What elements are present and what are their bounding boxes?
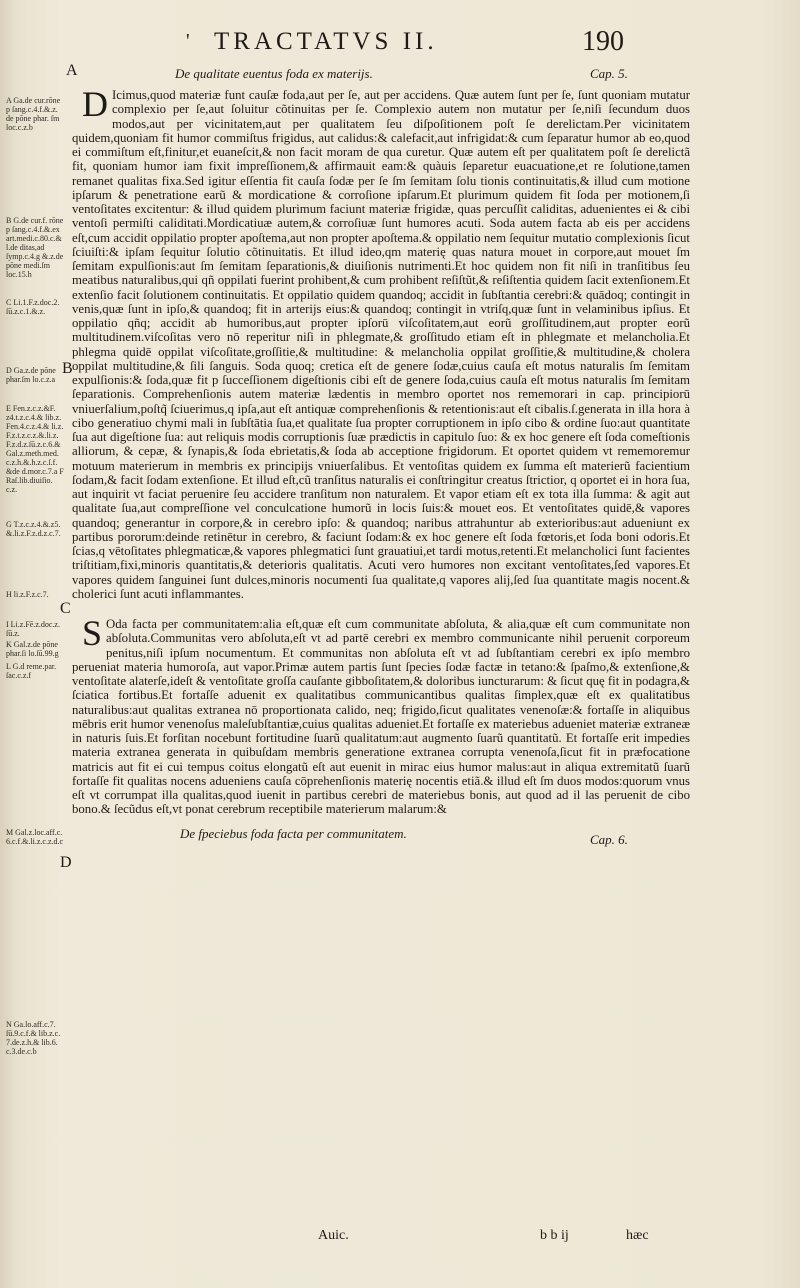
section-letter-c: C	[60, 600, 71, 617]
section-letter-b: B	[62, 360, 73, 377]
margin-note: I Li.z.Fē.z.doc.z. ſū.z.	[6, 620, 60, 638]
margin-note: B G.de cur.f. rōne p ſang.c.4.f.&.ex art.medi.c.80.c.& l.de ditas,ad ſymp.c.4.g &.z.de pōne medi.ſm loc.15.h	[6, 216, 64, 279]
paragraph-2-text: Oda facta per communitatem:alia eſt,quæ eſt cum communitate abſoluta, & alia,quæ eſt cum communitate non abſoluta.Communitas vero abſoluta,eſt vt ad partē cerebri ex membro communicante nihil peruenit corporeum penitus,niſi ipſum nocumentum. Et communitas non abſoluta eſt vt ad ſubſtantiam cerebri ex ipſo membro perueniat materia humoroſa, aut vapor.Primæ autem partis ſunt ſpecies ſodæ factæ in tetano:& ſpaſmo,& extenſione,& ventoſitate alaterſe,ideſt & ventoſitate groſſa cauſante gibboſitatem,& doloribus iuncturarum: & ſicut quę fit in podagra,& ſciatica fortibus.Et fortaſſe aduenit ex qualitatibus communicantibus qualitas ſimplex,quæ eſt ex qualitatibus naturalibus:aut qualitas extranea nō proportionata calido, neq; frigido,ſicut qualitates venenoſæ:& fortaſſe in aliquibus mēbris erit humor venenoſus maleſubſtantiæ,cuius qualitas adueniet.Et fortaſſe ex materiebus adueniet materiæ extraneæ in naturis ſuis.Et forſitan nocebunt fortitudine ſuarũ qualitatum:aut augmento ſuarũ quantitatũ. Et fortaſſe erit impedies materia extranea generata in quibuſdam membris generatione extranea corrupta venenoſa,ſicut fit in præfocatione matricis aut fit ei cui tempus coitus elongatũ eſt aut euenit in mirac eius humor malus:aut in aliqua extremitatũ ſuarũ fortaſſe fit qualitas nocens adueniens cauſa cōprehenſionis materię nocentis etiã.& illud eſt ſm duos modos:quorum vnus eſt vt corrumpat illa qualitas,quod iuenit in partibus cerebri de materiebus bonis, aut quod ad il las peruenit de cibo bono.& ſecũdus eſt,vt ponat cerebrum receptibile materierum malarum:&	[72, 617, 690, 817]
chapter-number: Cap. 5.	[590, 66, 628, 81]
margin-note: G T.z.c.z.4.&.z5. &.li.z.F.z.d.z.c.7.	[6, 520, 61, 538]
margin-note: L G.d reme.par. ſac.c.z.f	[6, 662, 57, 680]
margin-note: E Fen.z.c.z.&F. z4.t.z.c.4.& lib.z. Fen.4.c.z.4.& li.z. F.z.t.z.c.z.&.li.z. F.z.d.z.ſū.z.c.6.& Gal.z.meth.med. c.z.h.&.h.z.c.ſ.f. &de d.mor.c.7.a F Raſ.lib.diuiſio. c.z.	[6, 404, 64, 494]
catchword-right: hæc	[626, 1228, 649, 1243]
margin-note: N Ga.lo.aff.c.7. ſū.9.c.f.& lib.z.c. 7.de.z.h.& lib.6. c.3.de.c.b	[6, 1020, 61, 1056]
chapter-number-6: Cap. 6.	[590, 832, 628, 847]
margin-note: M Gal.z.loc.aff.c. 6.c.f.&.li.z.c.z.d.c	[6, 828, 64, 846]
paragraph-2	[72, 613, 690, 817]
main-text	[72, 84, 690, 817]
margin-note: D Ga.z.de pōne phar.ſm lo.c.z.a	[6, 366, 56, 384]
page-footer	[0, 1228, 800, 1252]
paragraph-1	[72, 84, 690, 601]
header-mark: '	[186, 30, 190, 52]
running-title: TRACTATVS II.	[214, 28, 438, 55]
chapter-heading-6: De fpeciebus foda facta per communitatem.	[180, 826, 407, 841]
drop-cap-s: S	[82, 613, 103, 653]
section-letter-d: D	[60, 854, 72, 871]
margin-note: A Ga.de cur.rōne p ſang.c.4.f.&.z. de pōne phar. ſm loc.c.z.b	[6, 96, 61, 132]
catchword-left: Auic.	[318, 1228, 349, 1243]
margin-note: H li.z.F.z.c.7.	[6, 590, 49, 599]
running-header	[0, 22, 800, 62]
paragraph-1-text: Icimus,quod materiæ funt cauſæ foda,aut per ſe, aut per accidens. Quæ autem ſunt per ſe, ſunt quoniam mutatur complexio per ſe,aut ſoluitur cõtinuitas per ſe. Complexio autem non mutatur per ſe,niſi ſecundum duos modos,aut per vicinitatem,aut per qualitatem ſeu diſpoſitionem poſt ſe derelictam.Per vicinitatem quidem,quoniam fit humor commiſtus frigidus, aut calidus:& calefacit,aut infrigidat:& cum ſeparatur humor ab eo,quod ei commiſtum eſt,finitur,et euaneſcit,& non facit moram de qua curetur. Quæ autem eſt per qualitatem poſt ſe derelictã fit, quoniam humor iam fixit impreſſionem,& affirmauit eam:& quàuis ſeparetur euacuatione,et re ſolutione,tamen remanet qualitas fixa.Sed igitur eſſentia fit cauſa ſodæ per ſe ſm ſemitam ſolu tionis continuitatis,& illud cum motione ipſarum & penetratione earũ & mordicatione & corroſione ipſarum.Et plurimum quidem fit ſoda per motionem,ſi ventoſitates excitentur: & illud quidem plurimum faciunt materiæ frigidæ, quas percuſſit caliditas, aduenientes ei & cibi ventoſi permiſti caliditati.Mordicatiuæ autem,& corroſiuæ ſunt humores acuti. Soda autem facta ab eis per accidens eſt,cum accidit oppilatio propter apoſtema,aut non propter apoſtema.& oppilatio nem ſequitur mutatio complexionis ſicut ſciuiſti:& ipſam ſequitur ſolutio cõtinuitatis. Et illud ideo,qm materię quas natura mouet in corpore,aut mouet ſm ſemitam expulſionis:aut ſm ſemitam ſeparationis,& diuiſionis nutrimenti.Et hoc quidem non fit niſi in tranſitibus ſeu meatibus naturalibus,qui qñ oppilati fuerint prohibent,& cum prohibent reſiſtũt,& reſiſtentia quidem ſacit extenſionem.Et extenſio facit ſolutionem continuitatis. Et oppilatio quidem quandoq; accidit in ſubſtantia cerebri:& quādoq; contingit in venis,quæ ſunt in ipſo,& quandoq; fit in arterijs eius:& quandoq; contingit in vtriſq,quæ ſunt in velaminibus ipſius. Et oppilatio qñq; accidit ab humoribus,aut propter ipſorū viſcoſitatem,aut eorũ groſſitudinem,aut propter eorũ multitudinem.viſcoſitas vero nō reperitur niſi in phlegmate,& groſſitudo etiam eſt in phlegmate et melancholia.Et phlegma quidē oppilat viſcoſitate,groſſitie,& multitudine: & melancholia oppilat groſſitie,& multitudine,& cholera oppilat multitudine,& ſili ſanguis. Soda quoq; cretica eſt de genere ſodæ,cuius cauſa eſt motus naturalis ſm ſemitam expulſionis:& ſoda,quæ fit p ſucceſſionem digeſtionis cibi eſt de genere ſoda,cuius cauſa eſt motus naturalis ſm ſemitam ſeparationis. Comprehenſionis autem materiæ lædentis in membro oportet nos rememorari in cap. principiorū vniuerſalium,poſtq̃ ſciuerimus,q ipſa,aut eſt antiquæ comprehenſionis & retentionis:aut eſt cibalis.ſ.generata in illa hora à cibo generatiuo chymi mali in ſubſtātia ſua,et qualitate ſua propter corruptionem in ipſo cibo & ordine ſuo:aut quantitate ſua aut digeſtione ſua: aut reliquis modis corruptionis ſuæ prædictis in capitulo ſuo: & ex hoc genere eſt ſoda comeſtionis alliorum, & cepæ, & ſynapis,& ſoda ebrietatis,& ſoda ab acceptione frigidorum. Et oportet quidem vt rememoremur motuum materierum in membris ex principijs vniuerſalibus. Et ventoſitas quidem ex ſumma eſt materierũ facientium ſodam,& facit ſodam extenſione. Et illud eſt,cũ tranſitus naturalis ei conſtringitur creatus ſtrictior, q oportet ei in hora ſua, aut inquirit vt faciat peruenire ſeu accidere tranſitum non naturalem. Et vapor etiam eſt ex tota illa ſumma: & agit aut qualitate ſua,aut compreſſione vel conculcatione humorũ in locis ſuis:& mouet eos. Et ventoſitates quidē,& vapores quandoq; generantur in corpore,& in cerebro ipſo: & quandoq; naribus attrahuntur ab exterioribus:aut adueniunt ex partibus pororum:deinde retinētur in cerebro, & faciunt ſodam:& ex hoc genere eſt ſoda fœtoris,et ſoda boni odoris.Et ſcias,q vētoſitates phlegmaticæ,& vapores phlegmatici ſunt grauatiui,et tardi motus,retenti.Et melancholici ſunt facientes triſtitiam,fixi,minoris quantitatis,& deterioris qualitatis. Acuti vero humores non excitant ventoſitates,ſed vapores.Et vapores quidem ſanguinei ſunt dulces,minoris nocumenti ſua qualitate,q vapores alij,ſed ſua quantitate magis nocent.& cholerici ſunt acuti inflammantes.	[72, 88, 690, 601]
folio-number: 190	[582, 26, 624, 57]
margin-note: K Gal.z.de pōne phar.ſi lo.ſū.99.g	[6, 640, 59, 658]
drop-cap-d: D	[82, 84, 108, 124]
section-letter-a: A	[66, 62, 78, 79]
signature-mark: b b ij	[540, 1228, 569, 1243]
margin-note: C Li.1.F.z.doc.2. ſū.z.c.1.&.z.	[6, 298, 60, 316]
chapter-heading: De qualitate euentus foda ex materijs.	[175, 66, 373, 81]
